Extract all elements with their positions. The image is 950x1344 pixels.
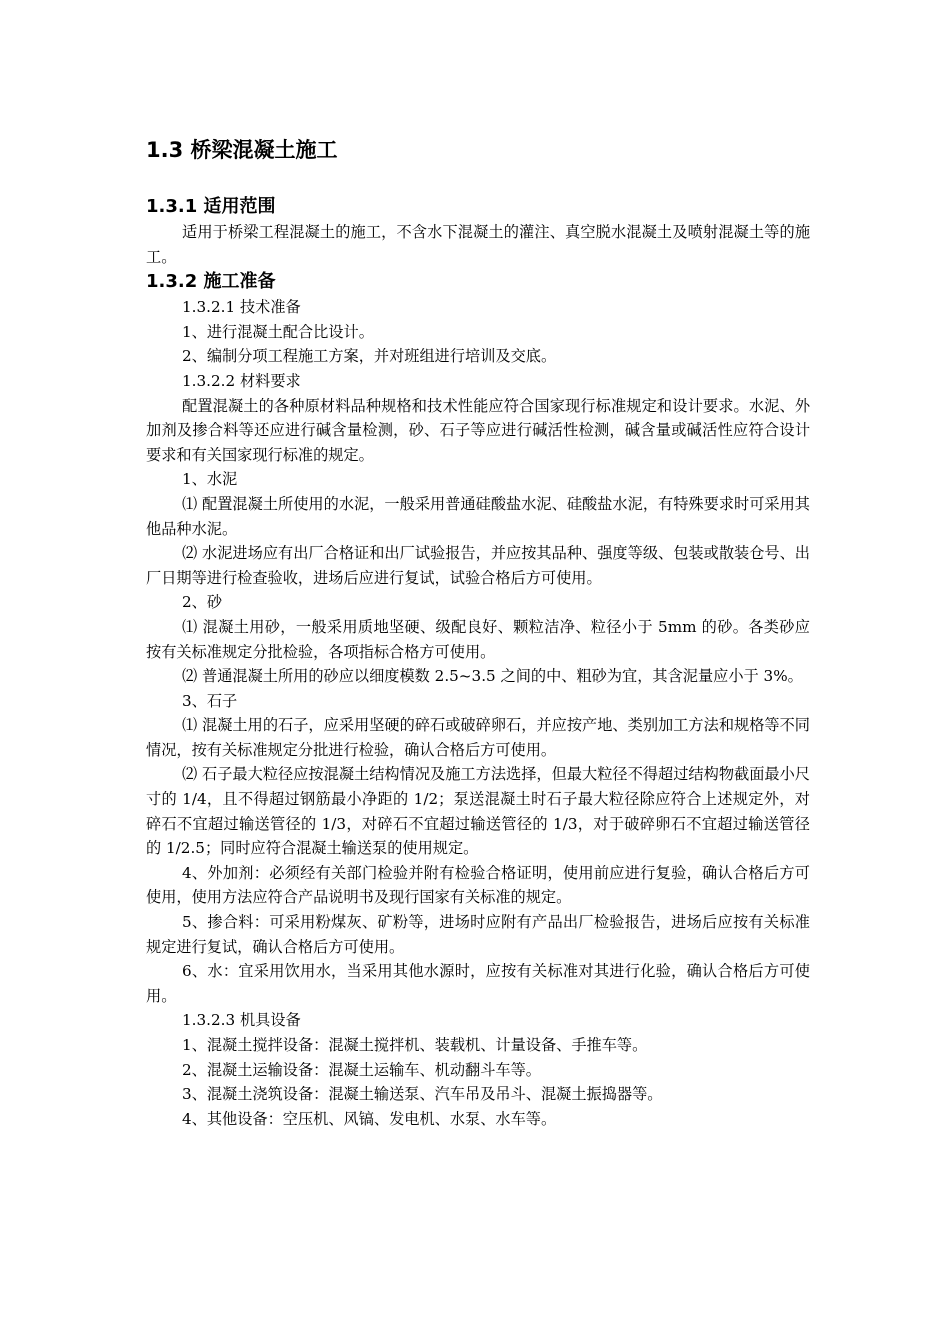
list-item: ⑴ 配置混凝土所使用的水泥，一般采用普通硅酸盐水泥、硅酸盐水泥，有特殊要求时可采用其他品种水泥。 xyxy=(146,494,810,538)
list-item: ⑵ 石子最大粒径应按混凝土结构情况及施工方法选择，但最大粒径不得超过结构物截面最小尺寸的 1/4，且不得超过钢筋最小净距的 1/2；泵送混凝土时石子最大粒径除应符合上述规定外，对碎石不宜超过输送管径的 1/3，对碎石不宜超过输送管径的 1/3，对于破碎卵石不宜超过输送管径的 1/2.5；同时应符合混凝土输送泵的使用规定。 xyxy=(146,765,810,858)
list-item: ⑵ 普通混凝土所用的砂应以细度模数 2.5~3.5 之间的中、粗砂为宜，其含泥量应小于 3%。 xyxy=(182,667,803,686)
list-item: 2、砂 xyxy=(182,593,223,612)
list-item: 2、编制分项工程施工方案，并对班组进行培训及交底。 xyxy=(182,347,557,366)
subsection-heading: 1.3.2.1 技术准备 xyxy=(182,298,301,317)
document-page xyxy=(146,132,810,1131)
list-item: 1、进行混凝土配合比设计。 xyxy=(182,322,374,341)
list-item: 4、外加剂：必须经有关部门检验并附有检验合格证明，使用前应进行复验，确认合格后方可使用，使用方法应符合产品说明书及现行国家有关标准的规定。 xyxy=(146,863,810,907)
list-item: ⑴ 混凝土用砂，一般采用质地坚硬、级配良好、颗粒洁净、粒径小于 5mm 的砂。各类砂应按有关标准规定分批检验，各项指标合格方可使用。 xyxy=(146,617,810,661)
section-heading: 1.3.1 适用范围 xyxy=(146,196,276,217)
list-item: ⑴ 混凝土用的石子，应采用坚硬的碎石或破碎卵石，并应按产地、类别加工方法和规格等不同情况，按有关标准规定分批进行检验，确认合格后方可使用。 xyxy=(146,716,810,759)
list-item: 2、混凝土运输设备：混凝土运输车、机动翻斗车等。 xyxy=(182,1060,541,1079)
paragraph: 配置混凝土的各种原材料品种规格和技术性能应符合国家现行标准规定和设计要求。水泥、外加剂及掺合料等还应进行碱含量检测，砂、石子等应进行碱活性检测，碱含量或碱活性应符合设计要求和有关国家现行标准的规定。 xyxy=(146,396,810,464)
list-item: 1、水泥 xyxy=(182,470,238,489)
page-title: 1.3 桥梁混凝土施工 xyxy=(146,138,338,162)
subsection-heading: 1.3.2.2 材料要求 xyxy=(182,371,301,390)
list-item: ⑵ 水泥进场应有出厂合格证和出厂试验报告，并应按其品种、强度等级、包装或散装仓号、出厂日期等进行检查验收，进场后应进行复试，试验合格后方可使用。 xyxy=(146,544,810,587)
list-item: 6、水：宜采用饮用水，当采用其他水源时，应按有关标准对其进行化验，确认合格后方可使用。 xyxy=(146,962,810,1005)
list-item: 1、混凝土搅拌设备：混凝土搅拌机、装载机、计量设备、手推车等。 xyxy=(182,1036,648,1054)
list-item: 4、其他设备：空压机、风镐、发电机、水泵、水车等。 xyxy=(182,1109,557,1128)
paragraph: 适用于桥梁工程混凝土的施工，不含水下混凝土的灌注、真空脱水混凝土及喷射混凝土等的施工。 xyxy=(146,223,810,266)
subsection-heading: 1.3.2.3 机具设备 xyxy=(182,1011,301,1030)
list-item: 3、混凝土浇筑设备：混凝土输送泵、汽车吊及吊斗、混凝土振捣器等。 xyxy=(182,1085,663,1104)
section-heading: 1.3.2 施工准备 xyxy=(146,271,276,293)
list-item: 3、石子 xyxy=(182,691,238,710)
list-item: 5、掺合料：可采用粉煤灰、矿粉等，进场时应附有产品出厂检验报告，进场后应按有关标准规定进行复试，确认合格后方可使用。 xyxy=(146,913,810,956)
